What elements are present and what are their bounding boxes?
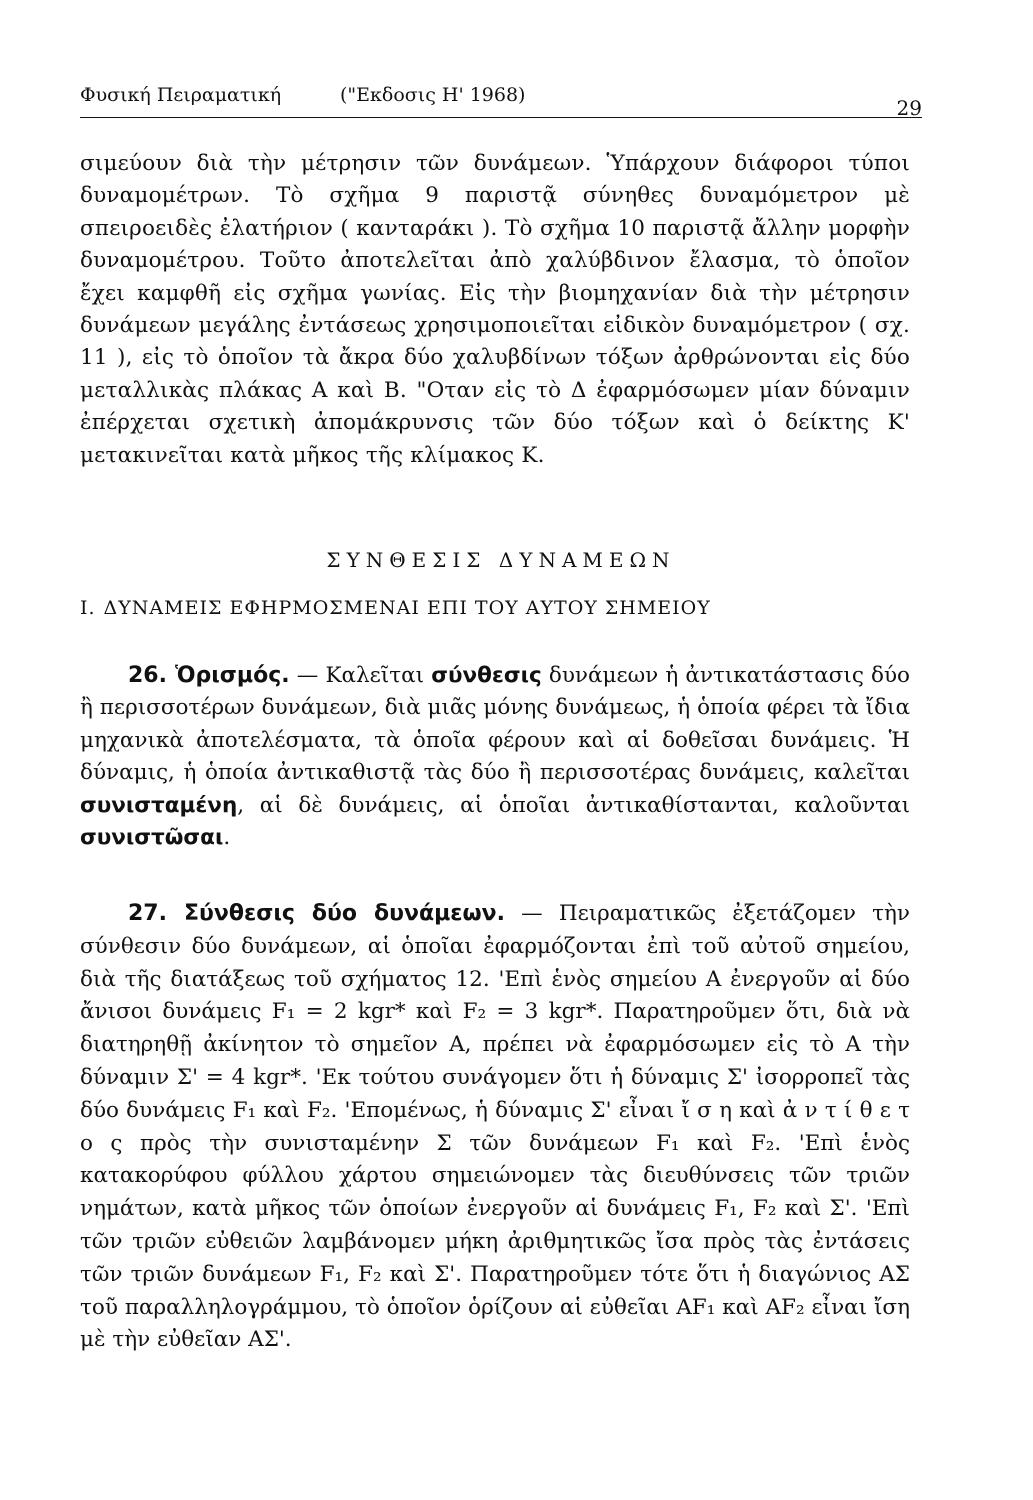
book-title: Φυσική Πειραματική xyxy=(80,84,282,106)
paragraph-26 xyxy=(80,660,910,854)
paragraph-26-text-1: δυνάμεων ἡ ἀντικατάστασις δύο ἢ περισσοτέρων δυνάμεων, διὰ μιᾶς μόνης δυνάμεως, ἡ ὁποία φέρει τὰ ἴδια μηχανικὰ ἀποτελέσματα, τὰ ὁποῖα φέρουν καὶ αἱ δοθεῖσαι δυνάμεις. Ἡ δύναμις, ἡ ὁποία ἀντικαθιστᾷ τὰς δύο ἢ περισσοτέρας δυνάμεις, καλεῖται xyxy=(80,663,911,786)
paragraph-26-text-3: . xyxy=(223,825,231,851)
term-resultant: συνισταμένη xyxy=(80,792,238,818)
edition-note: ("Εκδοσις Η' 1968) xyxy=(340,84,526,106)
running-header xyxy=(80,76,922,120)
paragraph-26-heading: 26. Ὁρισμός. xyxy=(128,663,290,688)
term-components: συνιστῶσαι xyxy=(80,825,224,851)
intro-paragraph xyxy=(80,148,910,472)
term-synthesis: σύνθεσις xyxy=(431,663,542,688)
header-rule xyxy=(80,117,922,118)
paragraph-26-dash: — Καλεῖται xyxy=(289,663,432,688)
section-title: ΣΥΝΘΕΣΙΣ ΔΥΝΑΜΕΩΝ xyxy=(326,548,676,572)
intro-text: σιμεύουν διὰ τὴν μέτρησιν τῶν δυνάμεων. Ὑπάρχουν διάφοροι τύποι δυναμομέτρων. Τὸ σχῆμα 9 παριστᾷ σύνηθες δυναμόμετρον μὲ σπειροειδὲς ἐλατήριον ( κανταράκι ). Τὸ σχῆμα 10 παριστᾷ ἄλλην μορφὴν δυναμομέτρου. Τοῦτο ἀποτελεῖται ἀπὸ χαλύβδινον ἔλασμα, τὸ ὁποῖον ἔχει καμφθῆ εἰς σχῆμα γωνίας. Εἰς τὴν βιομηχανίαν διὰ τὴν μέτρησιν δυνάμεων μεγάλης ἐντάσεως χρησιμοποιεῖται εἰδικὸν δυναμόμετρον ( σχ. 11 ), εἰς τὸ ὁποῖον τὰ ἄκρα δύο χαλυβδίνων τόξων ἀρθρώνονται εἰς δύο μεταλλικὰς πλάκας Α καὶ Β. "Οταν εἰς τὸ Δ ἐφαρμόσωμεν μίαν δύναμιν ἐπέρχεται σχετικὴ ἀπομάκρυνσις τῶν δύο τόξων καὶ ὁ δείκτης Κ' μετακινεῖται κατὰ μῆκος τῆς κλίμακος Κ. xyxy=(80,151,910,468)
subsection-title: ΔΥΝΑΜΕΙΣ ΕΦΗΡΜΟΣΜΕΝΑΙ ΕΠΙ ΤΟΥ ΑΥΤΟΥ ΣΗΜΕΙΟΥ xyxy=(103,597,711,619)
subsection-number: I. xyxy=(80,597,96,619)
paragraph-27-heading: 27. Σύνθεσις δύο δυνάμεων. xyxy=(128,901,505,926)
paragraph-27-text: — Πειραματικῶς ἐξετάζομεν τὴν σύνθεσιν δύο δυνάμεων, αἱ ὁποῖαι ἐφαρμόζονται ἐπὶ τοῦ αὐτοῦ σημείου, διὰ τῆς διατάξεως τοῦ σχήματος 12. 'Επὶ ἑνὸς σημείου Α ἐνεργοῦν αἱ δύο ἄνισοι δυνάμεις F₁ = 2 kgr* καὶ F₂ = 3 kgr*. Παρατηροῦμεν ὅτι, διὰ νὰ διατηρηθῇ ἀκίνητον τὸ σημεῖον Α, πρέπει νὰ ἐφαρμόσωμεν εἰς τὸ Α τὴν δύναμιν Σ' = 4 kgr*. 'Εκ τούτου συνάγομεν ὅτι ἡ δύναμις Σ' ἰσορροπεῖ τὰς δύο δυνάμεις F₁ καὶ F₂. 'Επομένως, ἡ δύναμις Σ' εἶναι ἴ σ η καὶ ἀ ν τ ί θ ε τ ο ς πρὸς τὴν συνισταμένην Σ τῶν δυνάμεων F₁ καὶ F₂. 'Επὶ ἑνὸς κατακορύφου φύλλου χάρτου σημειώνομεν τὰς διευθύνσεις τῶν τριῶν νημάτων, κατὰ μῆκος τῶν ὁποίων ἐνεργοῦν αἱ δυνάμεις F₁, F₂ καὶ Σ'. 'Επὶ τῶν τριῶν εὐθειῶν λαμβάνομεν μήκη ἀριθμητικῶς ἴσα πρὸς τὰς ἐντάσεις τῶν τριῶν δυνάμεων F₁, F₂ καὶ Σ'. Παρατηροῦμεν τότε ὅτι ἡ διαγώνιος ΑΣ τοῦ παραλληλογράμμου, τὸ ὁποῖον ὁρίζουν αἱ εὐθεῖαι ΑF₁ καὶ ΑF₂ εἶναι ἴση μὲ τὴν εὐθεῖαν ΑΣ'. xyxy=(80,901,910,1353)
subsection-heading xyxy=(80,597,922,619)
page-number: 29 xyxy=(896,96,922,120)
paragraph-26-text-2: , αἱ δὲ δυνάμεις, αἱ ὁποῖαι ἀντικαθίστανται, καλοῦνται xyxy=(237,792,910,818)
paragraph-27 xyxy=(80,898,910,1357)
